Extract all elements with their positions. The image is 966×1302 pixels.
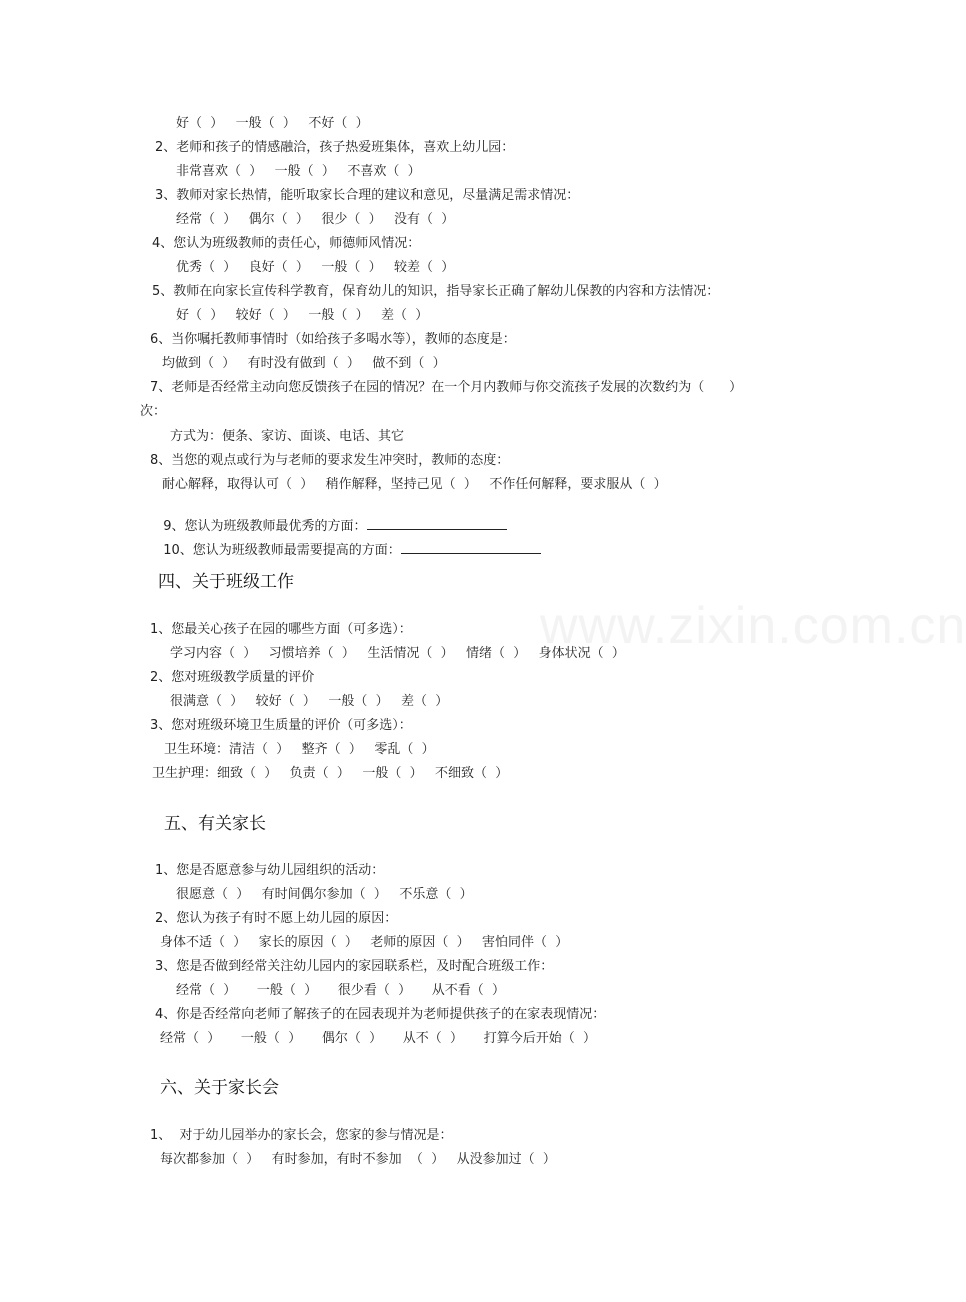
q10-answer-blank[interactable] [401,541,541,554]
q8-options: 耐心解释，取得认可（ ） 稍作解释，坚持己见（ ） 不作任何解释，要求服从（ ） [162,477,667,492]
q10-label: 10、您认为班级教师最需要提高的方面： [163,543,401,558]
q1-options: 好（ ） 一般（ ） 不好（ ） [176,116,369,131]
s5-q1-question: 1、您是否愿意参与幼儿园组织的活动： [155,863,385,878]
q7-options: 方式为：便条、家访、面谈、电话、其它 [170,429,405,444]
q6-options: 均做到（ ） 有时没有做到（ ） 做不到（ ） [162,356,446,371]
s4-q2-options: 很满意（ ） 较好（ ） 一般（ ） 差（ ） [170,694,449,709]
s4-q3-question: 3、您对班级环境卫生质量的评价（可多选）： [150,718,412,733]
q3-options: 经常（ ） 偶尔（ ） 很少（ ） 没有（ ） [176,212,455,227]
q9-label: 9、您认为班级教师最优秀的方面： [163,519,367,534]
s6-q1-question: 1、 对于幼儿园举办的家长会，您家的参与情况是： [150,1128,453,1143]
s4-q1-question: 1、您最关心孩子在园的哪些方面（可多选）： [150,622,412,637]
s6-q1-options: 每次都参加（ ） 有时参加，有时不参加 （ ） 从没参加过（ ） [160,1152,556,1167]
q7-question-cont: 次： [140,404,167,419]
watermark: www.zixin.com.cn [540,597,966,655]
s4-q1-options: 学习内容（ ） 习惯培养（ ） 生活情况（ ） 情绪（ ） 身体状况（ ） [170,646,625,661]
q5-options: 好（ ） 较好（ ） 一般（ ） 差（ ） [176,308,429,323]
s5-q4-options: 经常（ ） 一般（ ） 偶尔（ ） 从不（ ） 打算今后开始（ ） [160,1031,596,1046]
q10-question [155,525,541,559]
section4-heading: 四、关于班级工作 [158,572,294,592]
s4-q3-options: 卫生环境：清洁（ ） 整齐（ ） 零乱（ ） [164,742,435,757]
s5-q2-question: 2、您认为孩子有时不愿上幼儿园的原因： [155,911,398,926]
q4-options: 优秀（ ） 良好（ ） 一般（ ） 较差（ ） [176,260,455,275]
q4-question: 4、您认为班级教师的责任心，师德师风情况： [152,236,421,251]
q6-question: 6、当你嘱托教师事情时（如给孩子多喝水等），教师的态度是： [150,332,516,347]
s5-q3-options: 经常（ ） 一般（ ） 很少看（ ） 从不看（ ） [176,983,506,998]
section5-heading: 五、有关家长 [164,814,266,834]
q3-question: 3、教师对家长热情，能听取家长合理的建议和意见，尽量满足需求情况： [155,188,580,203]
s4-q3-options-extra: 卫生护理：细致（ ） 负责（ ） 一般（ ） 不细致（ ） [152,766,509,781]
s5-q2-options: 身体不适（ ） 家长的原因（ ） 老师的原因（ ） 害怕同伴（ ） [160,935,569,950]
s5-q3-question: 3、您是否做到经常关注幼儿园内的家园联系栏，及时配合班级工作： [155,959,554,974]
q7-question: 7、老师是否经常主动向您反馈孩子在园的情况？在一个月内教师与你交流孩子发展的次数约为（ ） [150,380,743,395]
s5-q4-question: 4、你是否经常向老师了解孩子的在园表现并为老师提供孩子的在家表现情况： [155,1007,606,1022]
q2-options: 非常喜欢（ ） 一般（ ） 不喜欢（ ） [176,164,421,179]
s4-q2-question: 2、您对班级教学质量的评价 [150,670,315,685]
q5-question: 5、教师在向家长宣传科学教育，保育幼儿的知识，指导家长正确了解幼儿保教的内容和方法情况： [152,284,720,299]
section6-heading: 六、关于家长会 [160,1078,279,1098]
q2-question: 2、老师和孩子的情感融洽，孩子热爱班集体，喜欢上幼儿园： [155,140,515,155]
s5-q1-options: 很愿意（ ） 有时间偶尔参加（ ） 不乐意（ ） [176,887,473,902]
q8-question: 8、当您的观点或行为与老师的要求发生冲突时，教师的态度： [150,453,510,468]
